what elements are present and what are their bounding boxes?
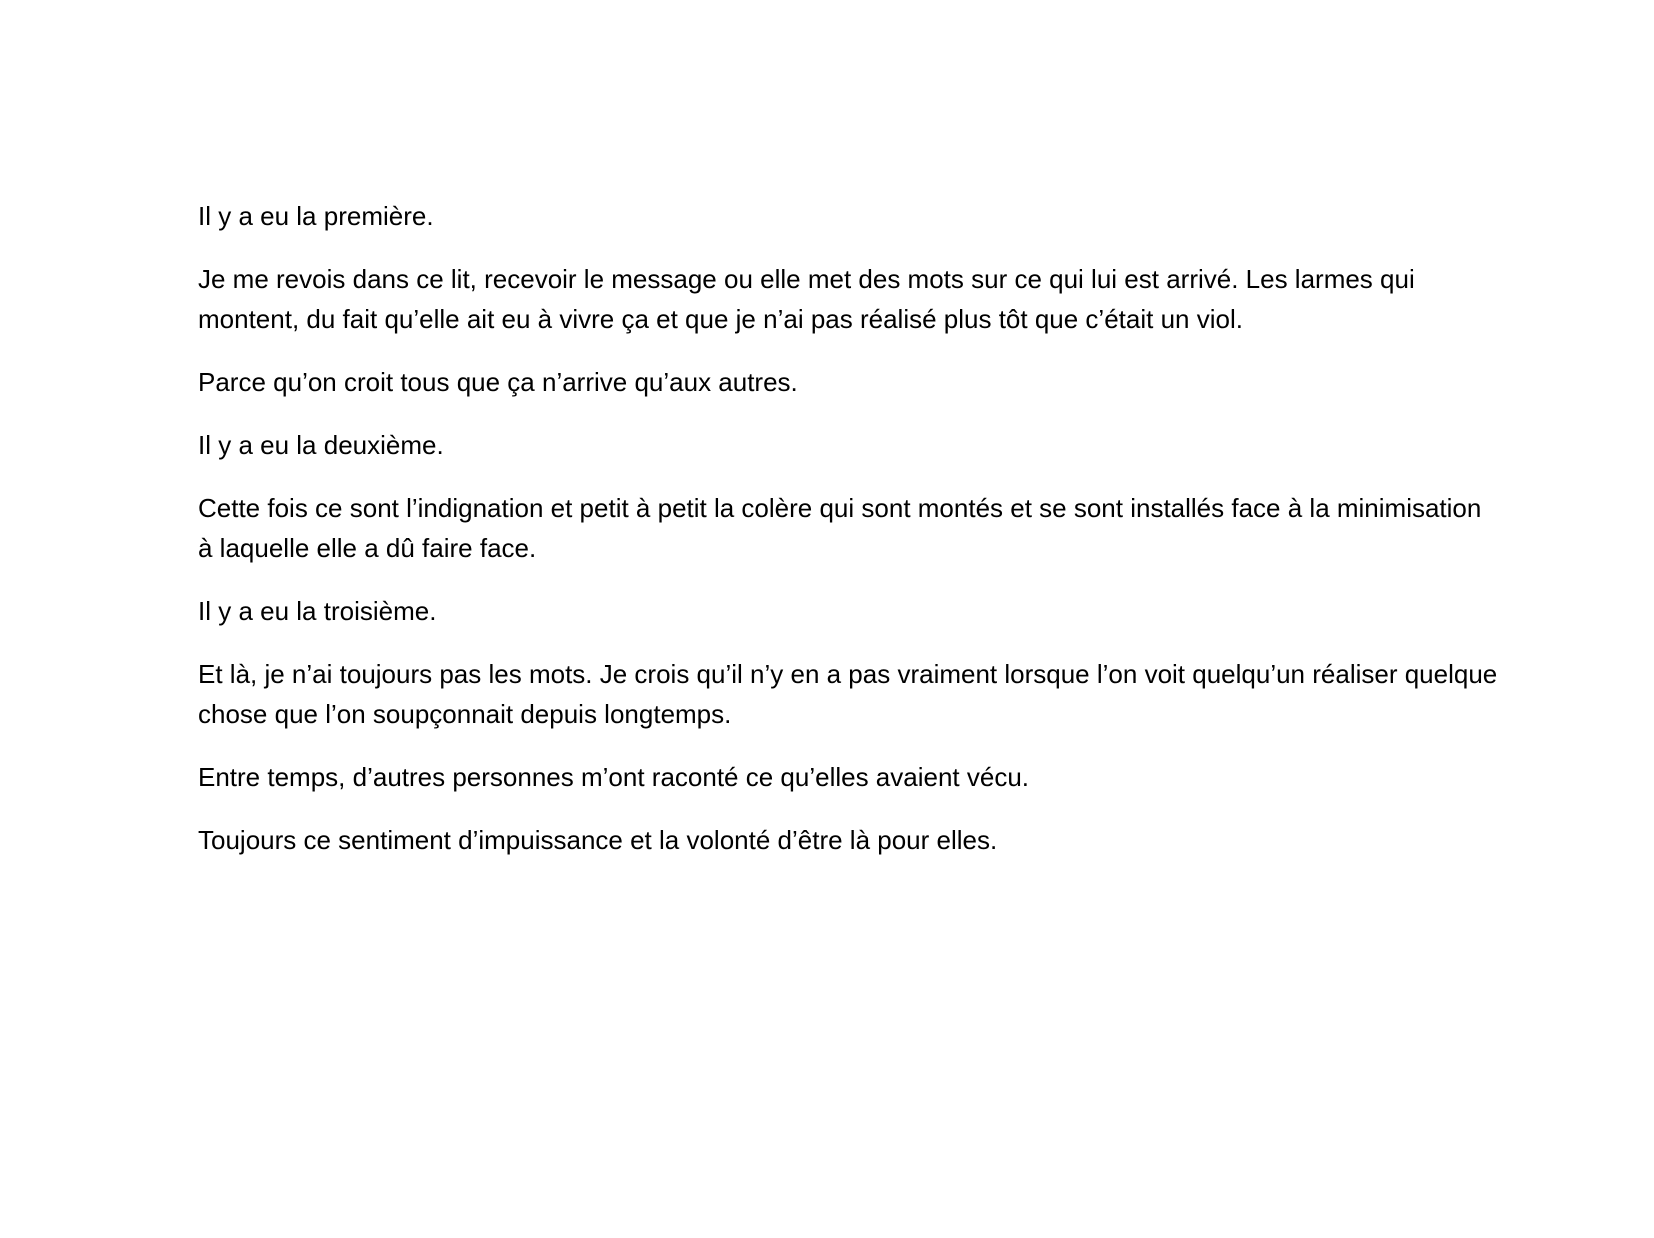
paragraph-deuxieme: Il y a eu la deuxième. [198,430,444,460]
paragraph-troisieme: Il y a eu la troisième. [198,596,437,626]
paragraph-impuissance: Toujours ce sentiment d’impuissance et la volonté d’être là pour elles. [198,825,998,855]
paragraph-autres: Parce qu’on croit tous que ça n’arrive qu’aux autres. [198,367,798,397]
paragraph-premiere: Il y a eu la première. [198,201,434,231]
paragraph-message: Je me revois dans ce lit, recevoir le message ou elle met des mots sur ce qui lui est arrivé. Les larmes qui montent, du fait qu’elle ait eu à vivre ça et que je n’ai pas réalisé plus tôt que c’était un viol. [198,264,1415,334]
paragraph-indignation: Cette fois ce sont l’indignation et petit à petit la colère qui sont montés et se sont installés face à la minimisation à laquelle elle a dû faire face. [198,493,1482,563]
paragraph-entre-temps: Entre temps, d’autres personnes m’ont raconté ce qu’elles avaient vécu. [198,762,1030,792]
paragraph-mots: Et là, je n’ai toujours pas les mots. Je crois qu’il n’y en a pas vraiment lorsque l’on voit quelqu’un réaliser quelque chose que l’on soupçonnait depuis longtemps. [198,659,1498,729]
document-body [198,196,1498,883]
